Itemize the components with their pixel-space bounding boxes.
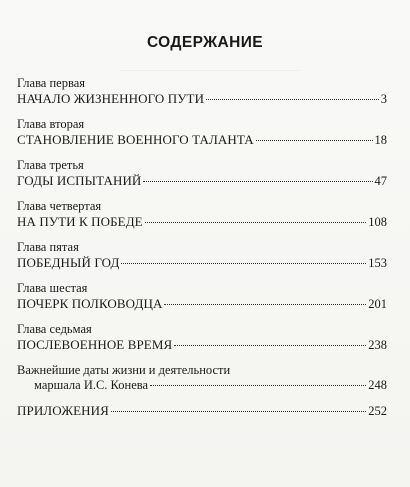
page-number: 3 xyxy=(380,92,387,106)
toc-entry-chapter-6[interactable] xyxy=(17,281,387,312)
page-number: 238 xyxy=(368,338,387,352)
toc-entry-chapter-1[interactable] xyxy=(17,76,387,107)
dot-leader xyxy=(143,181,372,182)
chapter-label: Глава шестая xyxy=(17,281,88,295)
dates-title-line-2: маршала И.С. Конева xyxy=(34,378,149,392)
toc-entry-chapter-5[interactable] xyxy=(17,240,387,271)
toc-entry-chapter-3[interactable] xyxy=(17,158,387,189)
chapter-title: НАЧАЛО ЖИЗНЕННОГО ПУТИ xyxy=(17,91,205,106)
chapter-label: Глава первая xyxy=(17,76,86,90)
toc-line xyxy=(17,214,387,230)
dot-leader xyxy=(121,263,366,264)
appendix-title: ПРИЛОЖЕНИЯ xyxy=(17,403,109,418)
dot-leader xyxy=(150,385,366,386)
toc-line xyxy=(17,403,387,419)
dates-title-line-1: Важнейшие даты жизни и деятельности xyxy=(17,363,231,377)
toc-entry-chapter-2[interactable] xyxy=(17,117,387,148)
chapter-label: Глава седьмая xyxy=(17,322,92,336)
dot-leader xyxy=(256,140,373,141)
table-of-contents xyxy=(17,76,387,429)
toc-line xyxy=(17,91,387,107)
page-number: 47 xyxy=(374,174,387,188)
dot-leader xyxy=(164,304,366,305)
dot-leader xyxy=(174,345,366,346)
page-number: 153 xyxy=(368,256,387,270)
chapter-title: ПОСЛЕВОЕННОЕ ВРЕМЯ xyxy=(17,337,173,352)
toc-entry-chapter-7[interactable] xyxy=(17,322,387,353)
toc-line xyxy=(17,296,387,312)
toc-line xyxy=(17,132,387,148)
page-number: 18 xyxy=(374,133,387,147)
page-number: 201 xyxy=(368,297,387,311)
page-number: 108 xyxy=(368,215,387,229)
page-title: СОДЕРЖАНИЕ xyxy=(146,34,264,51)
page-number: 252 xyxy=(368,404,387,418)
toc-entry-chapter-4[interactable] xyxy=(17,199,387,230)
chapter-title: ГОДЫ ИСПЫТАНИЙ xyxy=(17,173,142,188)
dot-leader xyxy=(145,222,367,223)
chapter-title: ПОБЕДНЫЙ ГОД xyxy=(17,255,120,270)
chapter-title: НА ПУТИ К ПОБЕДЕ xyxy=(17,214,143,229)
toc-line xyxy=(17,173,387,189)
chapter-label: Глава четвертая xyxy=(17,199,102,213)
chapter-title: ПОЧЕРК ПОЛКОВОДЦА xyxy=(17,296,163,311)
chapter-label: Глава вторая xyxy=(17,117,85,131)
toc-entry-dates[interactable] xyxy=(17,363,387,393)
toc-line xyxy=(17,255,387,271)
toc-line xyxy=(17,378,387,393)
dot-leader xyxy=(206,99,379,100)
toc-entry-appendix[interactable] xyxy=(17,403,387,419)
dot-leader xyxy=(111,411,366,412)
chapter-label: Глава третья xyxy=(17,158,84,172)
chapter-title: СТАНОВЛЕНИЕ ВОЕННОГО ТАЛАНТА xyxy=(17,132,254,147)
page-number: 248 xyxy=(368,378,387,392)
toc-line xyxy=(17,337,387,353)
chapter-label: Глава пятая xyxy=(17,240,79,254)
